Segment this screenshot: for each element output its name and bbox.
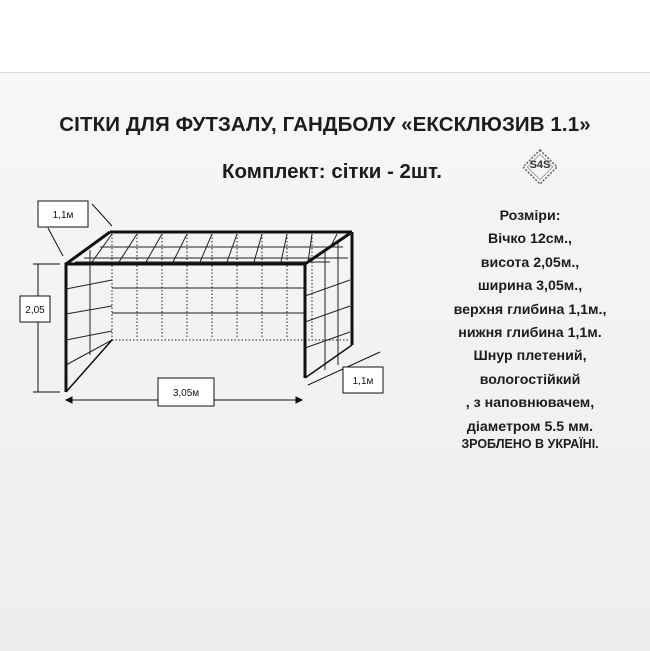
product-subtitle: Комплект: сітки - 2шт.: [222, 160, 442, 183]
spec-line: ширина 3,05м.,: [477, 278, 583, 295]
spec-line: верхня глибина 1,1м.,: [453, 301, 607, 318]
logo-text: S4S: [529, 159, 551, 171]
dimension-height: [20, 264, 60, 392]
product-title: СІТКИ ДЛЯ ФУТЗАЛУ, ГАНДБОЛУ «ЕКСКЛЮЗИВ 1.1»: [59, 113, 591, 136]
depth-top-label: 1,1м: [52, 210, 74, 221]
spec-line: Вічко 12см.,: [488, 231, 572, 248]
net-mesh: [66, 234, 350, 370]
spec-line: нижня глибина 1,1м.: [458, 325, 602, 342]
made-in-label: ЗРОБЛЕНО В УКРАЇНІ.: [461, 437, 599, 451]
spec-line: діаметром 5.5 мм.: [466, 418, 594, 435]
depth-bottom-label: 1,1м: [352, 376, 374, 387]
spec-line: , з наповнювачем,: [465, 395, 595, 412]
dimension-top-depth: [38, 201, 112, 256]
width-label: 3,05м: [172, 388, 200, 399]
spec-line: Шнур плетений,: [473, 348, 587, 365]
spec-line: вологостійкий: [479, 371, 581, 388]
specifications-block: [414, 205, 646, 439]
spec-line: Розміри:: [499, 208, 561, 224]
spec-line: висота 2,05м.,: [480, 254, 580, 271]
height-label: 2,05: [25, 305, 45, 316]
